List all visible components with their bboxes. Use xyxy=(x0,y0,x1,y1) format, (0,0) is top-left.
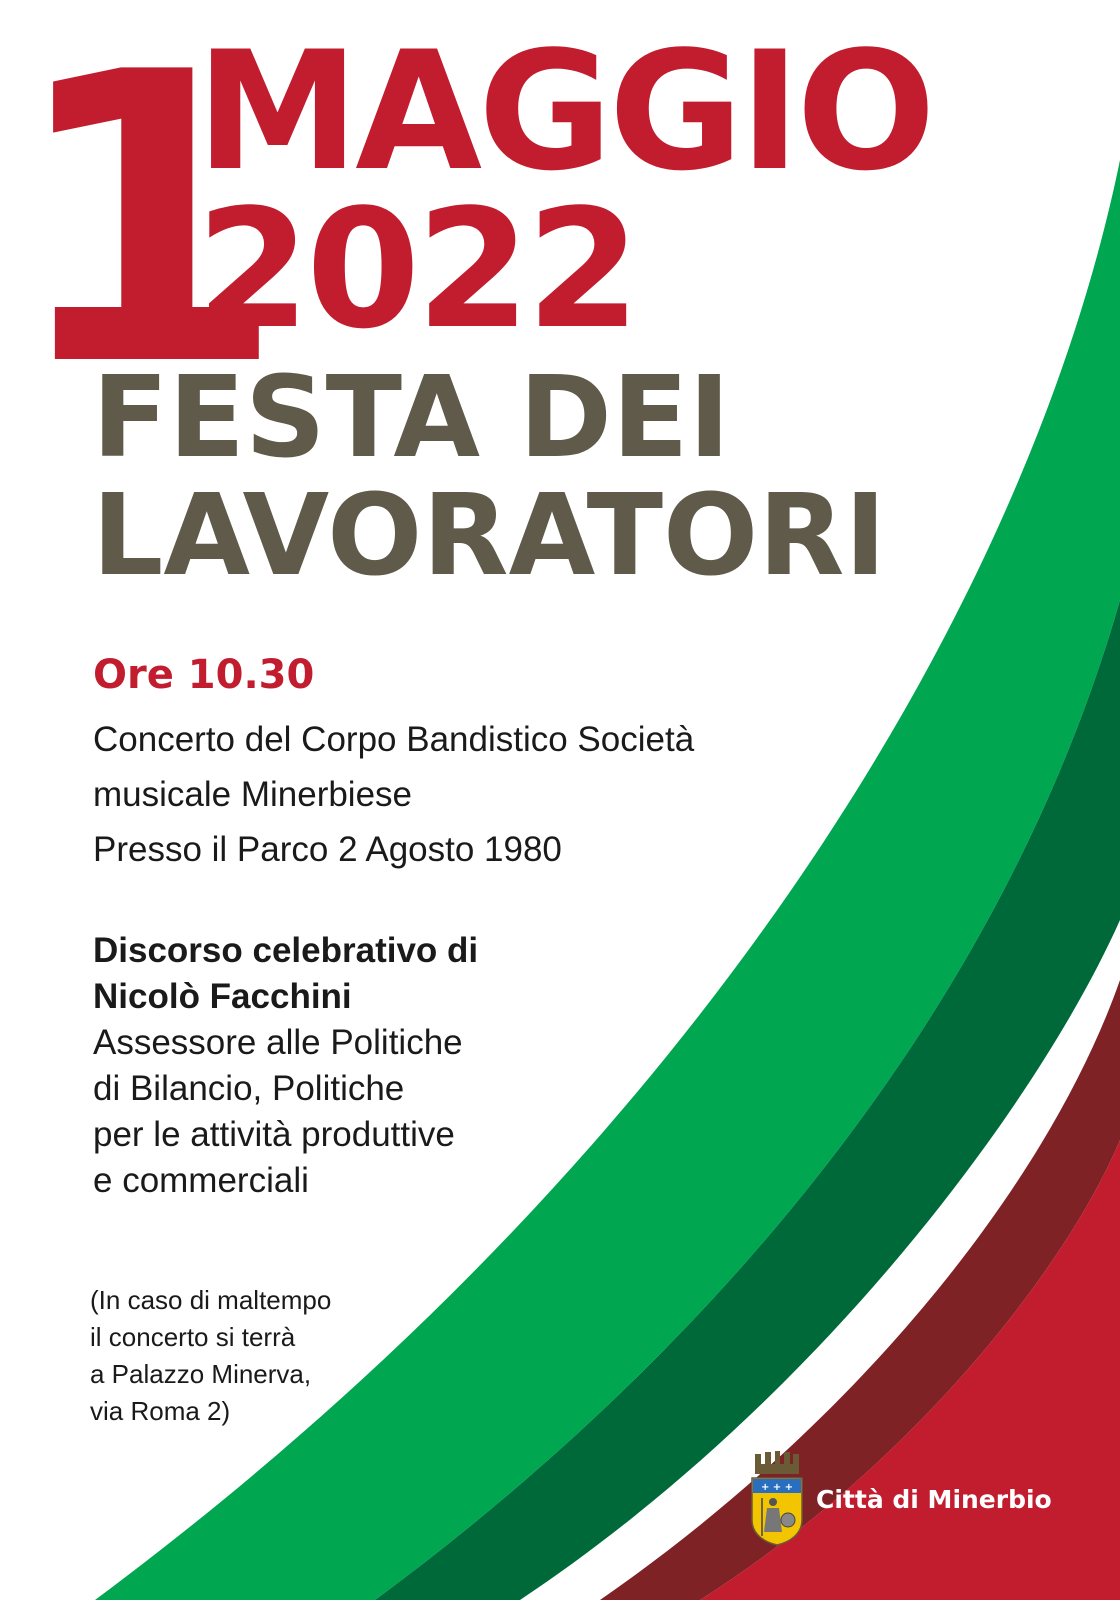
coat-of-arms-icon xyxy=(748,1450,806,1546)
speaker-name: Nicolò Facchini xyxy=(93,977,352,1016)
event-title xyxy=(92,353,887,601)
organizer-name: Città di Minerbio xyxy=(816,1485,1052,1514)
event-title-line-1: FESTA DEI xyxy=(92,353,731,483)
concert-line: musicale Minerbiese xyxy=(93,775,413,814)
weather-note-line: a Palazzo Minerva, xyxy=(90,1359,312,1389)
concert-description xyxy=(93,712,694,877)
concert-location: Presso il Parco 2 Agosto 1980 xyxy=(93,830,562,869)
speaker-role-line: di Bilancio, Politiche xyxy=(93,1069,405,1108)
weather-note-line: (In caso di maltempo xyxy=(90,1285,332,1315)
event-time: Ore 10.30 xyxy=(93,652,315,698)
event-title-line-2: LAVORATORI xyxy=(92,470,887,601)
speaker-role-line: per le attività produttive xyxy=(93,1115,455,1154)
concert-line: Concerto del Corpo Bandistico Società xyxy=(93,720,695,759)
month-title: MAGGIO xyxy=(196,16,932,207)
speaker-role-line: e commerciali xyxy=(93,1161,309,1200)
weather-note xyxy=(90,1282,331,1430)
speaker-role-line: Assessore alle Politiche xyxy=(93,1023,463,1062)
day-number: 1 xyxy=(8,0,277,454)
year-title: 2022 xyxy=(196,174,637,365)
weather-note-line: il concerto si terrà xyxy=(90,1322,296,1352)
weather-note-line: via Roma 2) xyxy=(90,1396,231,1426)
speech-title: Discorso celebrativo di xyxy=(93,931,479,970)
svg-text:+ + +: + + + xyxy=(760,1482,794,1493)
speech-section xyxy=(93,928,478,1204)
